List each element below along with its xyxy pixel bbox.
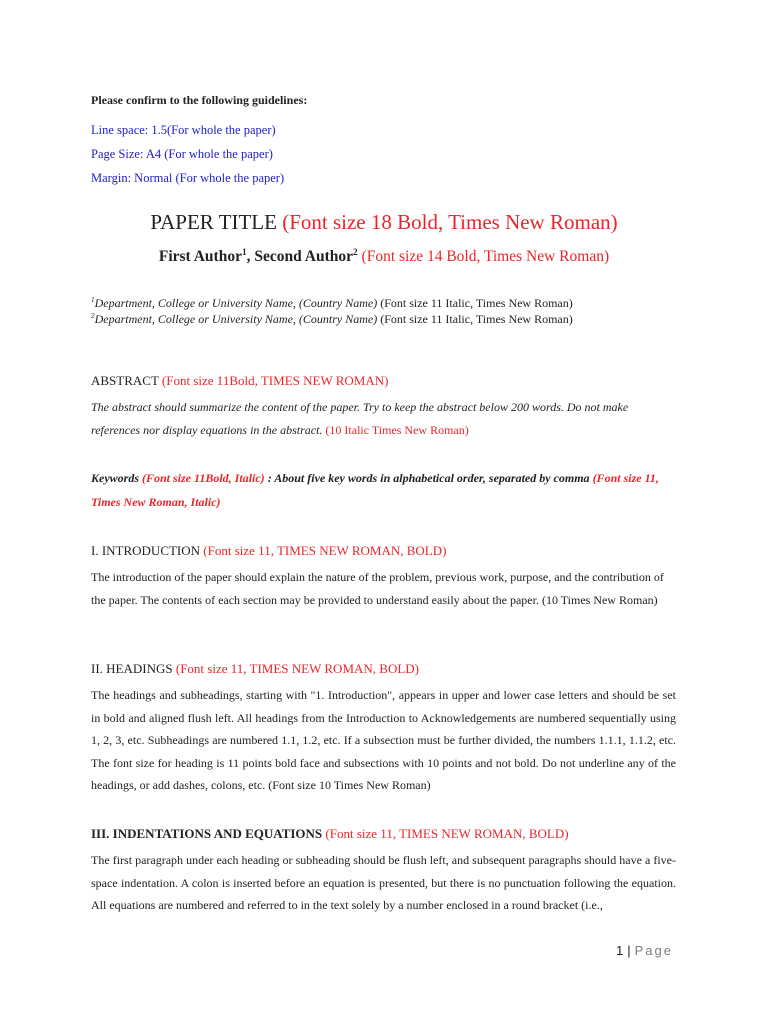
keywords-line [91, 466, 678, 514]
section-heading-note: (Font size 11, TIMES NEW ROMAN, BOLD) [175, 661, 419, 676]
guidelines-heading: Please confirm to the following guidelines: [91, 93, 308, 107]
guideline-margin: Margin: Normal (For whole the paper) [91, 171, 285, 185]
footer-separator: | [627, 943, 631, 958]
abstract-heading [91, 373, 388, 389]
affiliation-1-text: Department, College or University Name, (Country Name) [94, 296, 378, 310]
section-heading-text: III. INDENTATIONS AND EQUATIONS [91, 826, 323, 841]
second-author: Second Author [254, 248, 353, 265]
keywords-label-note: (Font size 11Bold, Italic) [142, 471, 265, 485]
first-author-sup: 1 [241, 247, 247, 258]
author-separator: , [246, 248, 255, 265]
authors-line [0, 248, 768, 266]
section-heading-introduction [91, 543, 446, 559]
paper-title-note: (Font size 18 Bold, Times New Roman) [282, 210, 618, 234]
affiliation-1-sup: 1 [91, 296, 95, 304]
page-label: Page [634, 943, 673, 958]
keywords-note: (Font size 11, Times New Roman, Italic) [91, 471, 659, 509]
section-heading-indentations [91, 826, 569, 842]
affiliation-1-note: (Font size 11 Italic, Times New Roman) [380, 296, 573, 310]
paper-title [0, 210, 768, 235]
section-heading-headings [91, 661, 419, 677]
page-footer [616, 943, 673, 958]
first-author: First Author [158, 248, 242, 265]
section-heading-text: II. HEADINGS [91, 661, 173, 676]
abstract-heading-text: ABSTRACT [91, 373, 159, 388]
section-body-indentations: The first paragraph under each heading or subheading should be flush left, and subsequent paragraphs should have a five-space indentation. A colon is inserted before an equation is presented, but there is no punctuation following the equation. All equations are numbered and referred to in the text solely by a number enclosed in a round bracket (i.e., [91, 853, 676, 912]
abstract-body [91, 396, 676, 441]
section-heading-note: (Font size 11, TIMES NEW ROMAN, BOLD) [203, 543, 447, 558]
section-heading-note: (Font size 11, TIMES NEW ROMAN, BOLD) [325, 826, 569, 841]
affiliation-2 [91, 312, 573, 327]
section-heading-text: I. INTRODUCTION [91, 543, 201, 558]
authors-note: (Font size 14 Bold, Times New Roman) [361, 248, 610, 265]
affiliation-1 [91, 296, 573, 311]
guideline-line-space: Line space: 1.5(For whole the paper) [91, 123, 276, 137]
keywords-label: Keywords [91, 471, 139, 485]
page-number: 1 [616, 943, 624, 958]
section-body-headings: The headings and subheadings, starting with "1. Introduction", appears in upper and lower case letters and should be set in bold and aligned flush left. All headings from the Introduction to Acknowledgements are numbered sequentially using 1, 2, 3, etc. Subheadings are numbered 1.1, 1.2, etc. If a subsection must be further divided, the numbers 1.1.1, 1.1.2, etc. The font size for heading is 11 points bold face and subsections with 10 points and not bold. Do not underline any of the headings, or add dashes, colons, etc. (Font size 10 Times New Roman) [91, 688, 676, 792]
paper-title-text: PAPER TITLE [150, 210, 277, 234]
keywords-text: : About five key words in alphabetical order, separated by comma [267, 471, 590, 485]
affiliation-2-note: (Font size 11 Italic, Times New Roman) [380, 312, 573, 326]
guideline-page-size: Page Size: A4 (For whole the paper) [91, 147, 273, 161]
second-author-sup: 2 [353, 247, 358, 258]
abstract-body-note: (10 Italic Times New Roman) [325, 422, 469, 437]
section-body-introduction: The introduction of the paper should explain the nature of the problem, previous work, purpose, and the contribution of the paper. The contents of each section may be provided to understand easily about the paper. (10 Times New Roman) [91, 570, 664, 607]
affiliation-2-text: Department, College or University Name, (Country Name) [94, 312, 378, 326]
abstract-body-text: The abstract should summarize the content of the paper. Try to keep the abstract below 200 words. Do not make references nor display equations in the abstract. [91, 400, 629, 437]
abstract-heading-note: (Font size 11Bold, TIMES NEW ROMAN) [161, 373, 389, 388]
affiliation-2-sup: 2 [91, 312, 95, 320]
